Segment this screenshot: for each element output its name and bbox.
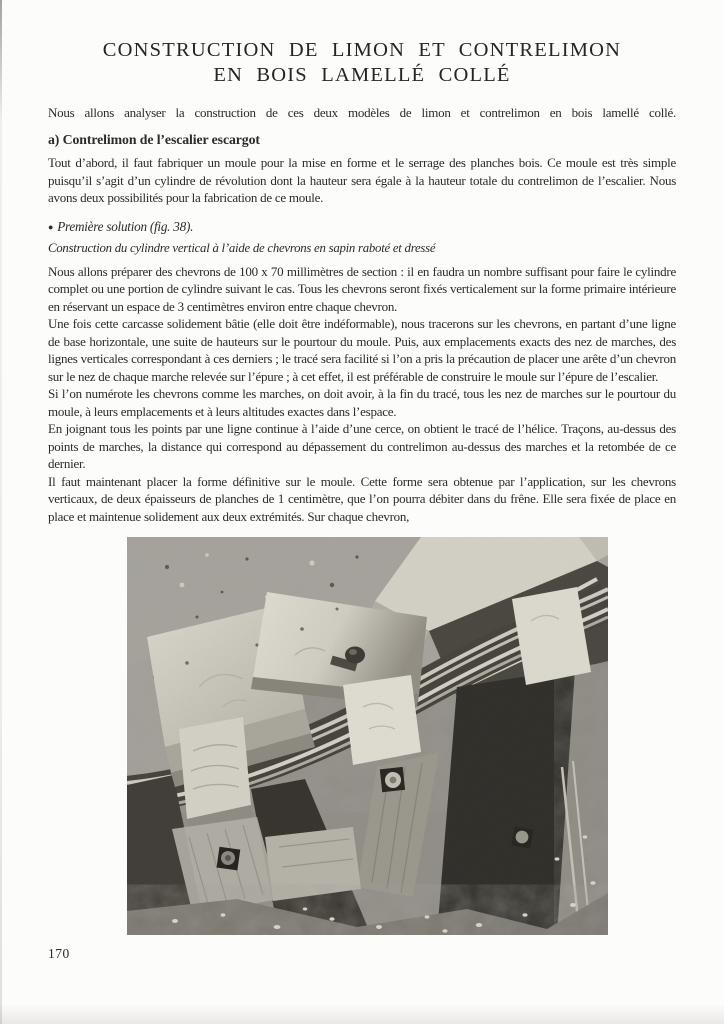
- figure-photo: [127, 537, 608, 935]
- body-paragraph-forme-definitive: Il faut maintenant placer la forme définitive sur le moule. Cette forme sera obtenue par l’application, sur les chevrons verticaux, de deux épaisseurs de planches de 1 centimètre, que l’on pourra débiter dans du frêne. Elle sera fixée de place en place et maintenue solidement aux deux extrémités. Sur chaque chevron,: [48, 473, 676, 524]
- body-paragraph-carcasse: Une fois cette carcasse solidement bâtie (elle doit être indéformable), nous tracerons sur les chevrons, en partant d’une ligne de base horizontale, une suite de hauteurs sur le pourtour du moule. Puis, aux emplacements exacts des nez de marches, des lignes verticales correspondant à ces derniers ; le tracé sera facilité si l’on a pris la précaution de placer une arête d’un chevron sur le nez de chaque marche relevée sur l’épure ; à cet effet, il est préférable de construire le moule sur l’épure de l’escalier.: [48, 316, 676, 384]
- scan-bottom-shadow: [0, 1004, 724, 1024]
- scan-left-edge: [0, 0, 2, 1024]
- solution-label: Première solution (fig. 38).: [57, 218, 194, 234]
- bullet-dot-icon: ●: [48, 221, 54, 232]
- intro-paragraph: Nous allons analyser la construction de ces deux modèles de limon et contrelimon en bois lamellé collé.: [48, 105, 676, 120]
- solution-bullet-line: [48, 218, 676, 237]
- page-number: 170: [48, 946, 70, 961]
- body-paragraph-chevrons: Nous allons préparer des chevrons de 100 x 70 millimètres de section : il en faudra un nombre suffisant pour faire le cylindre complet ou une portion de cylindre suivant le cas. Tous les chevrons seront fixés verticalement sur la forme primaire intérieure en réservant un espace de 3 centimètres environ entre chaque chevron.: [48, 263, 676, 314]
- title-line-1: CONSTRUCTION DE LIMON ET CONTRELIMON: [102, 39, 622, 61]
- section-heading-a: a) Contrelimon de l’escalier escargot: [48, 131, 260, 147]
- body-paragraph-moule: Tout d’abord, il faut fabriquer un moule pour la mise en forme et le serrage des planches bois. Ce moule est très simple puisqu’il s’agit d’un cylindre de révolution dont la hauteur sera égale à la hauteur totale du contrelimon de l’escalier. Nous avons deux possibilités pour la fabrication de ce moule.: [48, 155, 676, 205]
- body-paragraph-numerote: Si l’on numérote les chevrons comme les marches, on doit avoir, à la fin du tracé, tous les nez de marches sur le pourtour du moule, à leurs emplacements et à leurs altitudes exactes dans l’espace.: [48, 386, 676, 419]
- chevron-mould-photo: [127, 537, 608, 935]
- page-title: [48, 38, 676, 88]
- construction-subtitle: Construction du cylindre vertical à l’aide de chevrons en sapin raboté et dressé: [48, 241, 436, 255]
- body-paragraph-helice: En joignant tous les points par une ligne continue à l’aide d’une cerce, on obtient le tracé de l’hélice. Traçons, au-dessus des points de marches, la distance qui correspond au dépassement du contrelimon au-dessus des marches et la retombée de ce dernier.: [48, 421, 676, 471]
- title-line-2: EN BOIS LAMELLÉ COLLÉ: [213, 64, 511, 86]
